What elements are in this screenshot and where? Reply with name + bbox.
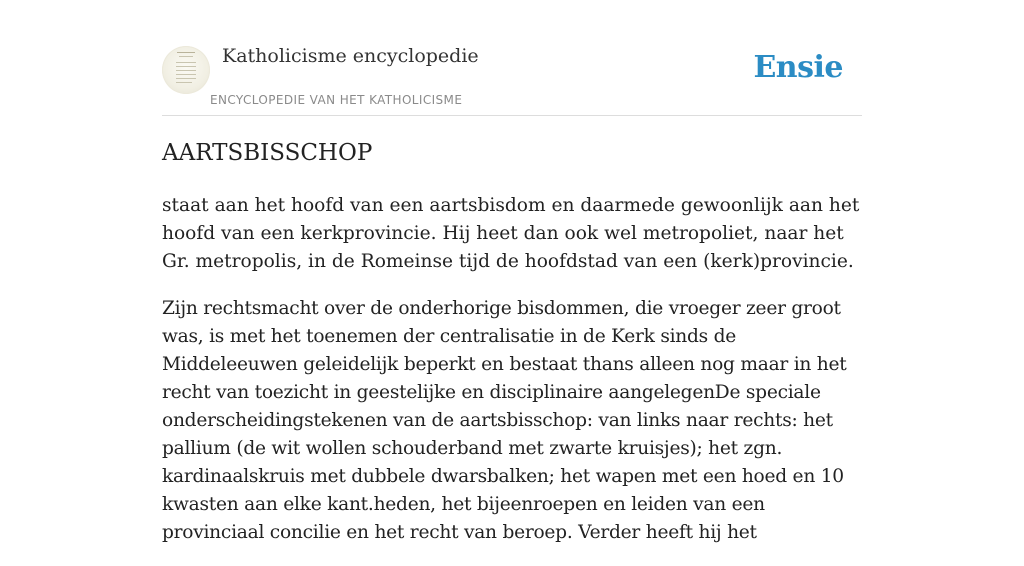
entry-title: AARTSBISSCHOP [162, 140, 373, 166]
entry-paragraph: staat aan het hoofd van een aartsbisdom en daarmede gewoonlijk aan het hoofd van een kerkprovincie. Hij heet dan ook wel metropoliet, naar het Gr. metropolis, in de Romeinse tijd de hoofdstad van een (kerk)provincie. [162, 195, 860, 272]
book-cover-icon[interactable] [162, 46, 210, 94]
ensie-logo-link[interactable]: Ensie [753, 50, 843, 85]
site-header [162, 0, 862, 116]
site-subtitle: ENCYCLOPEDIE VAN HET KATHOLICISME [210, 93, 463, 107]
page-container [162, 0, 862, 543]
entry-paragraph: Zijn rechtsmacht over de onderhorige bisdommen, die vroeger zeer groot was, is met het toenemen der centralisatie in de Kerk sinds de Middeleeuwen geleidelijk beperkt en bestaat thans alleen nog maar in het recht van toezicht in geestelijke en disciplinaire aangelegenDe speciale onderscheidingstekenen van de aartsbisschop: van links naar rechts: het pallium (de wit wollen schouderband met zwarte kruisjes); het zgn. kardinaalskruis met dubbele dwarsbalken; het wapen met een hoed en 10 kwasten aan elke kant.heden, het bijeenroepen en leiden van een provinciaal concilie en het recht van beroep. Verder heeft hij het [162, 298, 847, 543]
site-title[interactable]: Katholicisme encyclopedie [222, 45, 479, 67]
entry-body [162, 192, 862, 566]
